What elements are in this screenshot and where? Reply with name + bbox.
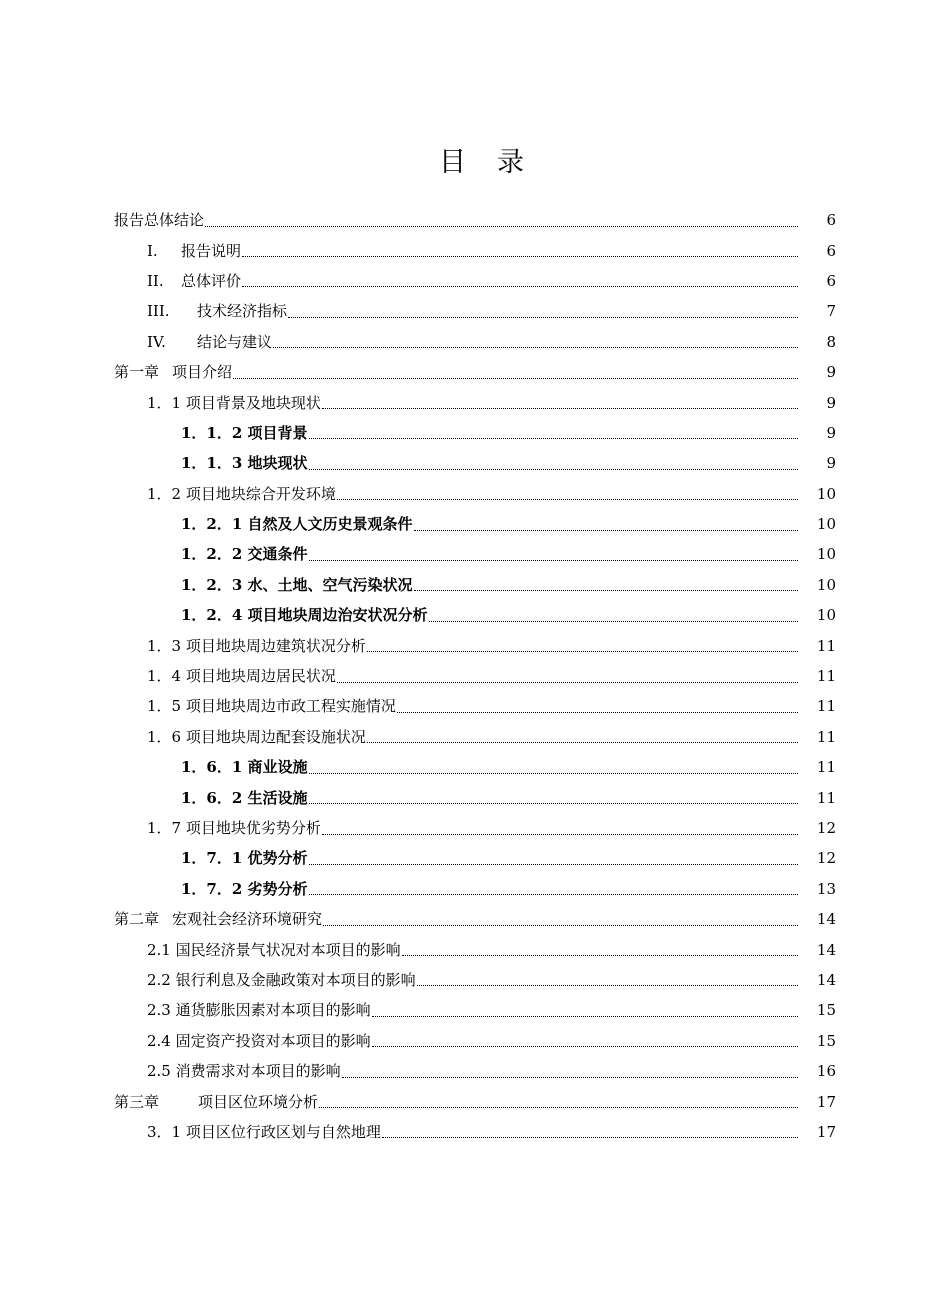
toc-dot-leader <box>372 1016 798 1017</box>
toc-entry[interactable] <box>0 418 950 448</box>
toc-entry-label: 1．1 项目背景及地块现状 <box>147 393 321 412</box>
toc-entry-label: 2.2 银行利息及金融政策对本项目的影响 <box>147 970 416 989</box>
toc-dot-leader <box>397 712 798 713</box>
toc-entry[interactable] <box>0 752 950 782</box>
toc-entry-label: 1．3 项目地块周边建筑状况分析 <box>147 636 366 655</box>
toc-entry-label: 报告说明 <box>181 241 242 260</box>
toc-dot-leader <box>205 226 798 227</box>
toc-dot-leader <box>242 286 798 287</box>
toc-page-number: 10 <box>816 545 836 564</box>
toc-entry-label: 1．6．1 商业设施 <box>181 758 308 777</box>
toc-page-number: 6 <box>826 211 836 230</box>
toc-entry-label: 1．7．2 劣势分析 <box>181 879 308 898</box>
toc-page-number: 9 <box>826 454 836 473</box>
toc-page-number: 10 <box>816 575 836 594</box>
toc-page-number: 15 <box>816 1031 836 1050</box>
toc-entry-label: 项目介绍 <box>172 363 233 382</box>
toc-page-number: 10 <box>816 484 836 503</box>
toc-page-number: 11 <box>816 727 836 746</box>
toc-entry[interactable] <box>0 630 950 660</box>
toc-entry[interactable] <box>0 934 950 964</box>
toc-dot-leader <box>402 955 798 956</box>
toc-entry[interactable] <box>0 874 950 904</box>
toc-entry-label: 总体评价 <box>181 271 242 290</box>
toc-entry-label: 宏观社会经济环境研究 <box>172 910 323 929</box>
toc-page-number: 11 <box>816 667 836 686</box>
toc-entry-label: 1．4 项目地块周边居民状况 <box>147 667 336 686</box>
toc-entry-label: 报告总体结论 <box>114 211 205 230</box>
toc-dot-leader <box>372 1046 798 1047</box>
toc-entry-label: 1．1．2 项目背景 <box>181 423 308 442</box>
toc-entry-label: 1．2．4 项目地块周边治安状况分析 <box>181 606 428 625</box>
toc-dot-leader <box>309 560 798 561</box>
toc-entry[interactable] <box>0 1086 950 1116</box>
toc-page-number: 10 <box>816 515 836 534</box>
toc-entry[interactable] <box>0 235 950 265</box>
toc-dot-leader <box>322 408 798 409</box>
toc-entry[interactable] <box>0 387 950 417</box>
toc-dot-leader <box>367 651 798 652</box>
toc-entry[interactable] <box>0 782 950 812</box>
toc-entry-label: 1．2．1 自然及人文历史景观条件 <box>181 515 413 534</box>
toc-entry[interactable] <box>0 205 950 235</box>
toc-page-number: 11 <box>816 758 836 777</box>
toc-entry-label: 2.1 国民经济景气状况对本项目的影响 <box>147 940 401 959</box>
toc-entry-label: 1．2 项目地块综合开发环境 <box>147 484 336 503</box>
toc-page-number: 14 <box>816 940 836 959</box>
toc-entry-label: 3．1 项目区位行政区划与自然地理 <box>147 1122 381 1141</box>
toc-entry[interactable] <box>0 570 950 600</box>
toc-entry[interactable] <box>0 1117 950 1147</box>
toc-dot-leader <box>242 256 798 257</box>
toc-page-number: 11 <box>816 636 836 655</box>
toc-dot-leader <box>417 985 798 986</box>
toc-dot-leader <box>273 347 798 348</box>
toc-entry[interactable] <box>0 965 950 995</box>
toc-entry[interactable] <box>0 357 950 387</box>
toc-dot-leader <box>309 803 798 804</box>
toc-entry-label: 1．5 项目地块周边市政工程实施情况 <box>147 697 396 716</box>
toc-dot-leader <box>309 469 798 470</box>
toc-entry[interactable] <box>0 479 950 509</box>
toc-entry-label: 技术经济指标 <box>197 302 288 321</box>
toc-dot-leader <box>367 742 798 743</box>
toc-dot-leader <box>309 773 798 774</box>
toc-page-number: 17 <box>816 1092 836 1111</box>
toc-entry-number: 第一章 <box>114 363 160 382</box>
toc-entry[interactable] <box>0 843 950 873</box>
toc-entry[interactable] <box>0 722 950 752</box>
toc-page-number: 14 <box>816 910 836 929</box>
toc-page-number: 17 <box>816 1122 836 1141</box>
toc-entry-number: III. <box>147 302 170 321</box>
toc-entry-label: 1．7．1 优势分析 <box>181 849 308 868</box>
toc-page-number: 11 <box>816 788 836 807</box>
toc-page-number: 12 <box>816 819 836 837</box>
toc-page-number: 12 <box>816 849 836 868</box>
toc-entry[interactable] <box>0 813 950 843</box>
toc-entry-label: 结论与建议 <box>197 332 273 351</box>
toc-entry[interactable] <box>0 600 950 630</box>
toc-entry-label: 1．7 项目地块优劣势分析 <box>147 819 321 837</box>
toc-dot-leader <box>429 621 798 622</box>
toc-dot-leader <box>309 438 798 439</box>
toc-entry-label: 1．6 项目地块周边配套设施状况 <box>147 727 366 746</box>
toc-entry-label: 1．6．2 生活设施 <box>181 788 308 807</box>
toc-dot-leader <box>342 1077 798 1078</box>
table-of-contents <box>0 205 950 1147</box>
toc-entry[interactable] <box>0 266 950 296</box>
toc-entry-label: 1．2．2 交通条件 <box>181 545 308 564</box>
toc-entry[interactable] <box>0 509 950 539</box>
toc-entry[interactable] <box>0 995 950 1025</box>
toc-entry-number: IV. <box>147 332 166 351</box>
toc-entry-number: 第二章 <box>114 910 160 929</box>
toc-dot-leader <box>319 1107 798 1108</box>
toc-page-number: 9 <box>826 393 836 412</box>
toc-entry-number: 第三章 <box>114 1092 160 1111</box>
toc-entry[interactable] <box>0 539 950 569</box>
toc-entry-label: 项目区位环境分析 <box>198 1092 319 1111</box>
toc-entry-number: I. <box>147 241 158 260</box>
toc-page-number: 7 <box>826 302 836 321</box>
toc-entry-label: 2.5 消费需求对本项目的影响 <box>147 1062 341 1081</box>
toc-entry[interactable] <box>0 1056 950 1086</box>
toc-entry[interactable] <box>0 296 950 326</box>
toc-dot-leader <box>233 378 798 379</box>
toc-page-number: 6 <box>826 241 836 260</box>
toc-entry[interactable] <box>0 1026 950 1056</box>
toc-dot-leader <box>382 1137 798 1138</box>
toc-page-number: 10 <box>816 606 836 625</box>
toc-entry-label: 1．1．3 地块现状 <box>181 454 308 473</box>
toc-dot-leader <box>309 894 798 895</box>
toc-entry[interactable] <box>0 691 950 721</box>
toc-entry[interactable] <box>0 327 950 357</box>
toc-page-number: 13 <box>816 879 836 898</box>
toc-entry[interactable] <box>0 904 950 934</box>
page-title: 目 录 <box>439 147 526 178</box>
toc-dot-leader <box>288 317 798 318</box>
toc-entry[interactable] <box>0 661 950 691</box>
toc-entry-label: 2.3 通货膨胀因素对本项目的影响 <box>147 1001 371 1020</box>
toc-dot-leader <box>323 925 798 926</box>
toc-page-number: 8 <box>826 332 836 351</box>
toc-dot-leader <box>414 590 798 591</box>
toc-page-number: 9 <box>826 363 836 382</box>
toc-dot-leader <box>414 530 798 531</box>
toc-entry[interactable] <box>0 448 950 478</box>
toc-entry-number: II. <box>147 271 164 290</box>
toc-dot-leader <box>337 499 798 500</box>
toc-page-number: 11 <box>816 697 836 716</box>
toc-dot-leader <box>337 682 798 683</box>
toc-page-number: 16 <box>816 1062 836 1081</box>
toc-page-number: 6 <box>826 271 836 290</box>
toc-dot-leader <box>322 834 798 835</box>
toc-page-number: 14 <box>816 970 836 989</box>
toc-entry-label: 1．2．3 水、土地、空气污染状况 <box>181 575 413 594</box>
toc-page-number: 15 <box>816 1001 836 1020</box>
toc-entry-label: 2.4 固定资产投资对本项目的影响 <box>147 1031 371 1050</box>
toc-dot-leader <box>309 864 798 865</box>
toc-page-number: 9 <box>826 423 836 442</box>
